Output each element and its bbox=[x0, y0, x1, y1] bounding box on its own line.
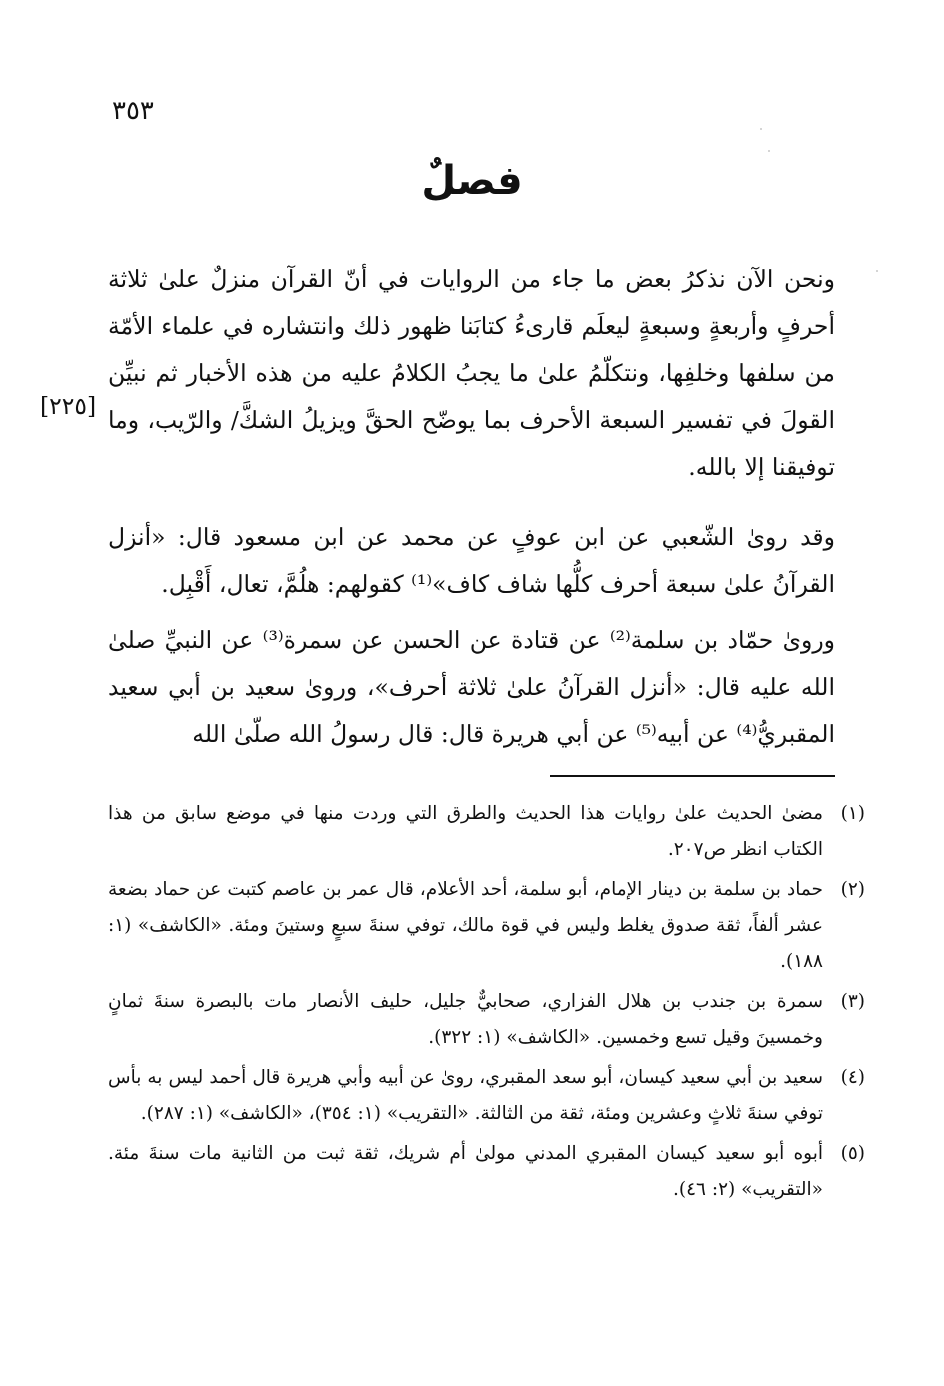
footnote-text: أبوه أبو سعيد كيسان المقبري المدني مولىٰ أم شريك، ثقة ثبت من الثانية مات سنةَ مئة. «التقريب» (٢: ٤٦). bbox=[108, 1143, 823, 1200]
footnote-number: (١) bbox=[840, 803, 865, 824]
footnote-text: سمرة بن جندب بن هلال الفزاري، صحابيٌّ جليل، حليف الأنصار مات بالبصرة سنةَ ثمانٍ وخمسينَ وقيل تسع وخمسين. «الكاشف» (١: ٣٢٢). bbox=[108, 991, 823, 1048]
footnote bbox=[108, 1136, 865, 1208]
footnote bbox=[108, 796, 865, 868]
footnote-number: (٤) bbox=[840, 1067, 865, 1088]
body-paragraph-2: وقد روىٰ الشّعبي عن ابن عوفٍ عن محمد عن ابن مسعود قال: «أنزل القرآنُ علىٰ سبعة أحرف كلُّها شاف كاف»⁽¹⁾ كقولهم: هلُمَّ، تعال، أَقْبِل. bbox=[108, 523, 835, 598]
footnote-text: مضىٰ الحديث علىٰ روايات هذا الحديث والطرق التي وردت منها في موضع سابق من هذا الكتاب انظر ص٢٠٧. bbox=[108, 803, 823, 860]
footnote-text: سعيد بن أبي سعيد كيسان، أبو سعد المقبري، روىٰ عن أبيه وأبي هريرة قال أحمد ليس به بأس توفي سنةَ ثلاثٍ وعشرين ومئة، ثقة من الثالثة. «التقريب» (١: ٣٥٤)، «الكاشف» (١: ٢٨٧). bbox=[108, 1067, 823, 1124]
scan-speck bbox=[876, 270, 878, 272]
chapter-title: فصلٌ bbox=[421, 158, 523, 204]
footnote bbox=[108, 1060, 865, 1132]
body-paragraph-3: وروىٰ حمّاد بن سلمة⁽²⁾ عن قتادة عن الحسن عن سمرة⁽³⁾ عن النبيِّ صلىٰ الله عليه قال: «أنزل القرآنُ علىٰ ثلاثة أحرف»، وروىٰ سعيد بن أبي سعيد المقبريُّ⁽⁴⁾ عن أبيه⁽⁵⁾ عن أبي هريرة قال: قال رسولُ الله صلّىٰ الله bbox=[108, 626, 836, 748]
scan-speck bbox=[760, 128, 762, 130]
footnotes bbox=[108, 796, 865, 1212]
body-paragraph-1: ونحن الآن نذكرُ بعض ما جاء من الروايات في أنّ القرآن منزلٌ علىٰ ثلاثة أحرفٍ وأربعةٍ وسبعةٍ ليعلَم قارىءُ كتابَنا ظهور ذلك وانتشاره في علماء الأمّة من سلفها وخلفِها، ونتكلّمُ علىٰ ما يجبُ الكلامُ عليه من هذه الأخبار ثم نبيِّن القولَ في تفسير السبعة الأحرف بما يوضّح الحقَّ ويزيلُ الشكَّ/ والرّيب، وما توفيقنا إلا بالله. bbox=[108, 265, 835, 481]
footnote-number: (٢) bbox=[840, 879, 865, 900]
footnote bbox=[108, 872, 865, 980]
margin-reference: [٢٢٥] bbox=[40, 392, 97, 420]
scan-speck bbox=[768, 150, 770, 152]
page-number: ٣٥٣ bbox=[112, 96, 154, 126]
footnote bbox=[108, 984, 865, 1056]
footnote-separator bbox=[550, 775, 835, 777]
footnote-number: (٥) bbox=[840, 1143, 865, 1164]
footnote-number: (٣) bbox=[840, 991, 865, 1012]
footnote-text: حماد بن سلمة بن دينار الإمام، أبو سلمة، أحد الأعلام، قال عمر بن عاصم كتبت عن حماد بضعة عشر ألفاً، ثقة صدوق يغلط وليس في قوة مالك، توفي سنةَ سبعٍ وستينَ ومئة. «الكاشف» (١: ١٨٨). bbox=[108, 879, 823, 972]
